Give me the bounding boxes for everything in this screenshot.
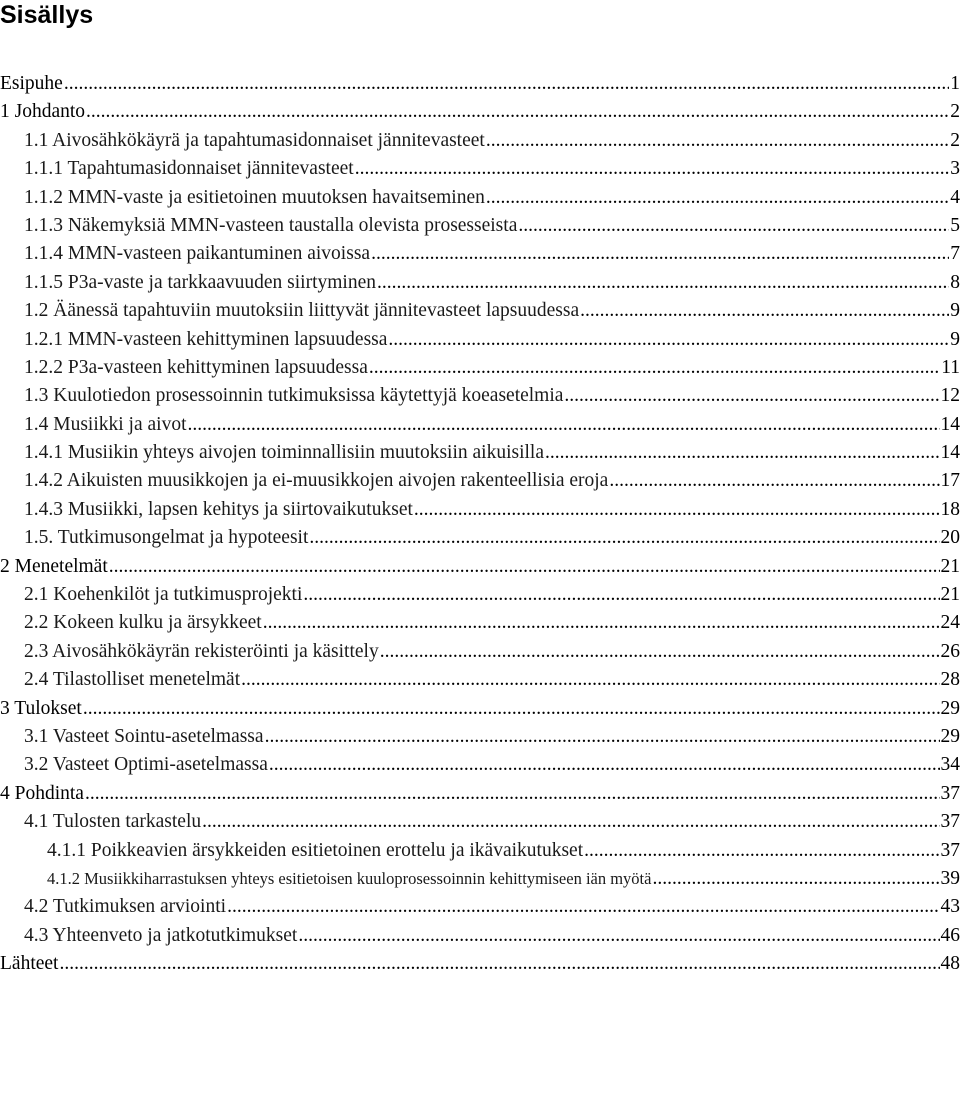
- toc-entry[interactable]: [0, 922, 960, 950]
- toc-entry[interactable]: [0, 184, 960, 212]
- dot-leader: [518, 212, 949, 240]
- toc-entry[interactable]: [0, 865, 960, 893]
- toc-entry-title: 2 Menetelmät: [0, 555, 108, 577]
- dot-leader: [202, 808, 939, 836]
- dot-leader: [303, 581, 939, 609]
- dot-leader: [241, 666, 939, 694]
- toc-entry-title: 3 Tulokset: [0, 697, 82, 719]
- toc-entry[interactable]: [0, 666, 960, 694]
- toc-page-number: 21: [940, 584, 960, 606]
- toc-page-number: 9: [950, 300, 960, 322]
- dot-leader: [309, 524, 939, 552]
- dot-leader: [380, 638, 940, 666]
- toc-page-number: 39: [940, 867, 960, 889]
- toc-entry[interactable]: [0, 950, 960, 978]
- toc-entry-title: 1.1.1 Tapahtumasidonnaiset jännitevasteet: [24, 158, 354, 180]
- toc-entry-title: 1.4.3 Musiikki, lapsen kehitys ja siirtovaikutukset: [24, 498, 413, 520]
- toc-entry-title: 2.3 Aivosähkökäyrän rekisteröinti ja käsittely: [24, 640, 379, 662]
- toc-entry-title: 4.1.1 Poikkeavien ärsykkeiden esitietoinen erottelu ja ikävaikutukset: [47, 839, 584, 861]
- toc-page-number: 29: [940, 697, 960, 719]
- toc-entry-title: 2.4 Tilastolliset menetelmät: [24, 669, 241, 691]
- toc-page-number: 20: [940, 527, 960, 549]
- toc-entry-title: 1.5. Tutkimusongelmat ja hypoteesit: [24, 527, 309, 549]
- dot-leader: [355, 155, 950, 183]
- toc-entry-title: 1.2.1 MMN-vasteen kehittyminen lapsuudessa: [24, 328, 388, 350]
- toc-page-number: 5: [950, 214, 960, 236]
- dot-leader: [265, 723, 940, 751]
- toc-page-number: 12: [940, 385, 960, 407]
- toc-entry-title: 1.1.4 MMN-vasteen paikantuminen aivoissa: [24, 243, 371, 265]
- toc-page-number: 29: [940, 725, 960, 747]
- dot-leader: [188, 411, 940, 439]
- toc-entry[interactable]: [0, 751, 960, 779]
- toc-entry[interactable]: [0, 127, 960, 155]
- toc-entry[interactable]: [0, 354, 960, 382]
- toc-page-number: 14: [940, 442, 960, 464]
- toc-page-number: 9: [950, 328, 960, 350]
- dot-leader: [564, 382, 939, 410]
- toc-entry[interactable]: [0, 638, 960, 666]
- toc-page-number: 37: [940, 811, 960, 833]
- toc-entry[interactable]: [0, 155, 960, 183]
- toc-entry-title: 1.4 Musiikki ja aivot: [24, 413, 187, 435]
- toc-page-number: 17: [940, 470, 960, 492]
- toc-entry[interactable]: [0, 240, 960, 268]
- toc-page-number: 34: [940, 754, 960, 776]
- dot-leader: [486, 127, 949, 155]
- toc-entry-title: 1 Johdanto: [0, 101, 86, 123]
- toc-entry-title: 4 Pohdinta: [0, 782, 84, 804]
- toc-entry[interactable]: [0, 98, 960, 126]
- dot-leader: [109, 553, 940, 581]
- toc-page-number: 37: [940, 839, 960, 861]
- toc-page-number: 2: [950, 129, 960, 151]
- dot-leader: [545, 439, 940, 467]
- toc-entry-title: 1.1 Aivosähkökäyrä ja tapahtumasidonnaiset jännitevasteet: [24, 129, 485, 151]
- toc-entry[interactable]: [0, 326, 960, 354]
- dot-leader: [414, 496, 940, 524]
- toc-entry-title: 1.1.2 MMN-vaste ja esitietoinen muutoksen havaitseminen: [24, 186, 485, 208]
- dot-leader: [263, 609, 940, 637]
- dot-leader: [388, 326, 949, 354]
- dot-leader: [580, 297, 949, 325]
- toc-entry-title: 3.1 Vasteet Sointu-asetelmassa: [24, 725, 264, 747]
- toc-page-number: 3: [950, 158, 960, 180]
- toc-entry[interactable]: [0, 553, 960, 581]
- toc-entry-title: 4.3 Yhteenveto ja jatkotutkimukset: [24, 924, 298, 946]
- toc-entry-title: 1.4.2 Aikuisten muusikkojen ja ei-muusikkojen aivojen rakenteellisia eroja: [24, 470, 609, 492]
- dot-leader: [298, 922, 939, 950]
- toc-entry[interactable]: [0, 609, 960, 637]
- dot-leader: [86, 98, 949, 126]
- toc-entry[interactable]: [0, 695, 960, 723]
- dot-leader: [609, 467, 939, 495]
- toc-entry-title: 1.2.2 P3a-vasteen kehittyminen lapsuudessa: [24, 356, 368, 378]
- toc-entry-title: 4.1 Tulosten tarkastelu: [24, 811, 202, 833]
- toc-entry-title: 2.2 Kokeen kulku ja ärsykkeet: [24, 612, 262, 634]
- toc-entry[interactable]: [0, 893, 960, 921]
- toc-entry[interactable]: [0, 581, 960, 609]
- toc-entry-title: 1.1.5 P3a-vaste ja tarkkaavuuden siirtyminen: [24, 271, 376, 293]
- page-title: Sisällys: [0, 1, 94, 29]
- toc-entry[interactable]: [0, 808, 960, 836]
- toc-entry-title: 4.2 Tutkimuksen arviointi: [24, 896, 227, 918]
- toc-page-number: 14: [940, 413, 960, 435]
- dot-leader: [64, 70, 949, 98]
- toc-page-number: 37: [940, 782, 960, 804]
- toc-page-number: 2: [950, 101, 960, 123]
- toc-page-number: 7: [950, 243, 960, 265]
- toc-entry[interactable]: [0, 439, 960, 467]
- toc-entry-title: 1.2 Äänessä tapahtuviin muutoksiin liittyvät jännitevasteet lapsuudessa: [24, 300, 580, 322]
- toc-page-number: 46: [940, 924, 960, 946]
- toc-page-number: 1: [950, 73, 960, 94]
- toc-entry[interactable]: [0, 780, 960, 808]
- toc-entry[interactable]: [0, 723, 960, 751]
- dot-leader: [486, 184, 949, 212]
- toc-entry[interactable]: [0, 524, 960, 552]
- toc-page-number: 28: [940, 669, 960, 691]
- dot-leader: [652, 865, 939, 893]
- toc-entry[interactable]: [0, 269, 960, 297]
- dot-leader: [59, 950, 939, 978]
- toc-page-number: 48: [940, 953, 960, 975]
- toc-page-number: 4: [950, 186, 960, 208]
- toc-entry[interactable]: [0, 837, 960, 865]
- dot-leader: [227, 893, 939, 921]
- dot-leader: [269, 751, 940, 779]
- toc-entry-title: 1.1.3 Näkemyksiä MMN-vasteen taustalla olevista prosesseista: [24, 214, 518, 236]
- dot-leader: [369, 354, 940, 382]
- toc-page-number: 11: [941, 356, 960, 378]
- toc-entry[interactable]: [0, 496, 960, 524]
- toc-entry-title: 1.4.1 Musiikin yhteys aivojen toiminnallisiin muutoksiin aikuisilla: [24, 442, 544, 464]
- toc-entry-title: Lähteet: [0, 953, 59, 975]
- toc-page-number: 18: [940, 498, 960, 520]
- toc-page-number: 43: [940, 896, 960, 918]
- toc-page-number: 8: [950, 271, 960, 293]
- toc-entry[interactable]: [0, 297, 960, 325]
- toc-page-number: 24: [940, 612, 960, 634]
- toc-page-number: 21: [940, 555, 960, 577]
- dot-leader: [584, 837, 939, 865]
- dot-leader: [83, 695, 940, 723]
- toc-entry[interactable]: [0, 212, 960, 240]
- toc-entry-title: 3.2 Vasteet Optimi-asetelmassa: [24, 754, 268, 776]
- table-of-contents: [0, 70, 960, 979]
- dot-leader: [371, 240, 949, 268]
- toc-entry-title: 2.1 Koehenkilöt ja tutkimusprojekti: [24, 584, 303, 606]
- toc-entry-title: 1.3 Kuulotiedon prosessoinnin tutkimuksissa käytettyjä koeasetelmia: [24, 385, 564, 407]
- dot-leader: [85, 780, 940, 808]
- toc-entry[interactable]: [0, 411, 960, 439]
- dot-leader: [377, 269, 949, 297]
- toc-entry-title: 4.1.2 Musiikkiharrastuksen yhteys esitietoisen kuuloprosessoinnin kehittymiseen iän myötä: [47, 868, 652, 888]
- toc-page-number: 26: [940, 640, 960, 662]
- toc-entry[interactable]: [0, 70, 960, 98]
- toc-entry[interactable]: [0, 382, 960, 410]
- toc-entry-title: Esipuhe: [0, 73, 63, 94]
- toc-entry[interactable]: [0, 467, 960, 495]
